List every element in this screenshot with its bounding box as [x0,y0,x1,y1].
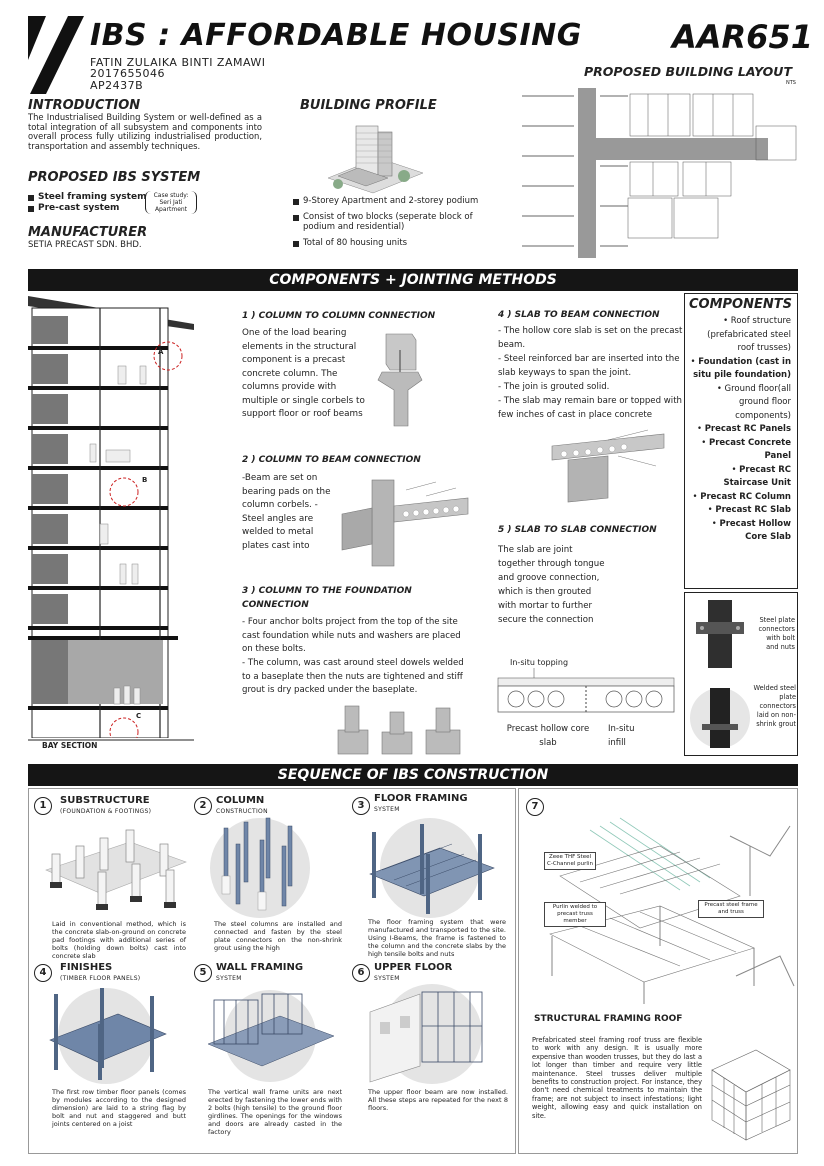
column-to-foundation-image [330,700,470,756]
step-5-image [200,986,340,1084]
step-4-header [34,962,56,982]
column-to-column-image [372,330,430,430]
step-6-image [360,982,500,1086]
component-item: • Precast RC Slab [707,505,791,515]
step-4-title: FINISHES [60,962,113,973]
step-1-image [40,820,190,916]
roof-heading: STRUCTURAL FRAMING ROOF [534,1014,683,1024]
step-6-number: 6 [352,964,370,982]
connection-4-title: 4 ) SLAB TO BEAM CONNECTION [498,310,660,320]
callout-a: A [158,348,164,356]
class-code: AP2437B [90,79,144,92]
step-5-number: 5 [194,964,212,982]
connector-2-label: Welded steel plate connectors laid on non-shrink grout [753,684,796,728]
component-item: • Precast RC Staircase Unit [723,464,791,488]
case-study-note: Case study: Seri Jati Apartment [145,191,197,214]
step-2-header [194,795,216,815]
step-2-text: The steel columns are installed and connected and fasten by the steel plate connectors on the non-shrink grout using the high [214,920,342,952]
connection-3-title: 3 ) COLUMN TO THE FOUNDATION CONNECTION [242,586,412,610]
step-3-title: FLOOR FRAMING [374,793,468,804]
callout-b: B [142,476,148,484]
course-code: AAR651 [672,18,813,56]
component-item: • Ground floor(all ground floor components) [716,383,791,421]
manufacturer-name: SETIA PRECAST SDN. BHD. [28,240,142,250]
component-item: • Foundation (cast in situ pile foundation) [690,356,791,380]
step-4-subtitle: (TIMBER FLOOR PANELS) [60,975,141,982]
callout-c: C [136,712,142,720]
roof-building-sketch [706,1040,796,1148]
label-precast-hollow-core: Precast hollow core slab [506,724,590,748]
step-7-header [526,796,548,816]
component-item: • Precast RC Column [692,491,791,502]
slash-logo-icon [28,16,88,94]
step-5-subtitle: SYSTEM [216,975,242,982]
step-4-text: The first row timber floor panels (comes by modules according to the designed dimension) are laid to a string flag by bolt and nut and staggered and butt joints centered on a joist [52,1088,186,1128]
profile-heading: BUILDING PROFILE [300,98,437,113]
component-item: • Precast Hollow Core Slab [711,518,791,542]
connection-1-title: 1 ) COLUMN TO COLUMN CONNECTION [242,311,436,321]
connection-1-text: One of the load bearing elements in the structural component is a precast concrete column. The columns provide with multiple or single corbels to support floor or roof beams [242,328,365,419]
connection-4-line: - The hollow core slab is set on the precast beam. [498,326,683,350]
step-5-header [194,962,216,982]
components-bar: COMPONENTS + JOINTING METHODS [28,269,798,291]
connection-3-text-1: - Four anchor bolts project from the top of the site cast foundation while nuts and washers are placed on these bolts. [242,617,461,654]
label-in-situ-topping: In-situ topping [510,658,569,667]
connection-4-line: - Steel reinforced bar are inserted into the slab keyways to span the joint. [498,354,680,378]
proposed-list [28,192,146,214]
connection-4-line: - The slab may remain bare or topped with few inches of cast in place concrete [498,396,683,420]
roof-label-purlin: Zeee THF Steel C-Channel purlin [544,852,596,870]
floor-plan-image [518,86,800,262]
column-to-beam-image [336,470,476,570]
step-4-number: 4 [34,964,52,982]
layout-scale: NTS [786,80,796,86]
label-in-situ-infill: In-situ infill [608,724,635,748]
profile-item: Total of 80 housing units [293,238,498,248]
roof-label-frame: Precast steel frame and truss [698,900,764,918]
step-1-subtitle: (FOUNDATION & FOOTINGS) [60,808,152,815]
step-5-text: The vertical wall frame units are next erected by fastening the lower ends with 2 bolts (high tensile) to the ground floor girdlines. The openings for the windows and doors are already casted in the factory [208,1088,342,1136]
connection-2-title: 2 ) COLUMN TO BEAM CONNECTION [242,455,421,465]
components-heading: COMPONENTS [689,297,792,312]
author-name: FATIN ZULAIKA BINTI ZAMAWI [90,56,266,69]
sequence-bar: SEQUENCE OF IBS CONSTRUCTION [28,764,798,786]
connection-3-text-2: - The column, was cast around steel dowels welded to a baseplate then the nuts are tightened and stiff grout is dry packed under the baseplate. [242,658,464,695]
steel-plate-connector-image [688,598,752,670]
profile-list [293,196,498,248]
step-3-subtitle: SYSTEM [374,806,400,813]
step-2-subtitle: CONSTRUCTION [216,808,268,815]
intro-heading: INTRODUCTION [28,98,141,113]
bay-section-drawing [28,296,194,754]
step-2-number: 2 [194,797,212,815]
proposed-heading: PROPOSED IBS SYSTEM [28,170,201,185]
connection-4-text [498,324,684,422]
profile-item: Consist of two blocks (seperate block of podium and residential) [293,212,498,232]
connection-4-line: - The join is grouted solid. [498,382,610,392]
step-3-text: The floor framing system that were manufactured and transported to the site. Using I-Beams, the frame is fastened to the column and the concrete slabs by the high tensile bolts and nuts [368,918,506,958]
connection-5-title: 5 ) SLAB TO SLAB CONNECTION [498,525,657,535]
proposed-item: Pre-cast system [28,203,146,214]
step-1-header [34,795,56,815]
student-id: 2017655046 [90,67,165,80]
slab-to-beam-image [548,428,668,510]
component-item: • Precast Concrete Panel [701,437,791,461]
components-box [684,293,798,589]
step-2-title: COLUMN [216,795,265,806]
step-7-number: 7 [526,798,544,816]
proposed-item: Steel framing system [28,192,146,203]
connection-5-text: The slab are joint together through tongue and groove connection, which is then grouted with mortar to further secure the connection [498,545,605,625]
connection-2-text: -Beam are set on bearing pads on the column corbels. -Steel angles are welded to metal plates cast into [242,473,331,551]
step-1-title: SUBSTRUCTURE [60,795,150,806]
step-5-title: WALL FRAMING [216,962,304,973]
step-1-text: Laid in conventional method, which is the concrete slab-on-ground on concrete pad footings with additional series of bolts (holding down bolts) cast into concrete slab [52,920,186,960]
step-6-text: The upper floor beam are now installed. All these steps are repeated for the next 8 floors. [368,1088,508,1112]
step-3-header [352,795,374,815]
building-render [318,118,428,194]
roof-text: Prefabricated steel framing roof truss are flexible to work with any design. It is usually more expensive than wooden trusses, but they do last a lot longer than timber and require very little maintenance. Steel trusses deliver multiple benefits to construction project. For instance, they don't need chemical treatments to maintain the frame; are not subject to insect infestations; light weight, allowing easy and quick installation on site. [532,1036,702,1120]
step-3-image [360,814,500,918]
slab-to-slab-diagram [494,668,678,722]
step-2-image [200,814,320,918]
step-4-image [40,984,170,1084]
page-title: IBS : AFFORDABLE HOUSING [90,18,582,53]
step-3-number: 3 [352,797,370,815]
connector-1-label: Steel plate connectors with bolt and nuts [758,616,795,651]
roof-label-welded: Purlin welded to precast truss member [544,902,606,927]
header [0,0,824,95]
step-6-title: UPPER FLOOR [374,962,453,973]
intro-text: The Industrialised Building System or well-defined as a total integration of all subsystem and components into overall process fully utilizing industrialised production, transportation and assembly techniques. [28,112,262,151]
profile-item: 9-Storey Apartment and 2-storey podium [293,196,498,206]
bay-section-label: BAY SECTION [42,741,98,750]
component-item: • Precast RC Panels [696,424,791,434]
step-1-number: 1 [34,797,52,815]
component-item: • Roof structure (prefabricated steel roof trusses) [707,316,791,353]
layout-title: PROPOSED BUILDING LAYOUT [584,64,792,79]
manufacturer-heading: MANUFACTURER [28,225,148,240]
step-6-subtitle: SYSTEM [374,975,400,982]
components-list [689,315,791,545]
step-6-header [352,962,374,982]
welded-connector-image [688,680,752,752]
